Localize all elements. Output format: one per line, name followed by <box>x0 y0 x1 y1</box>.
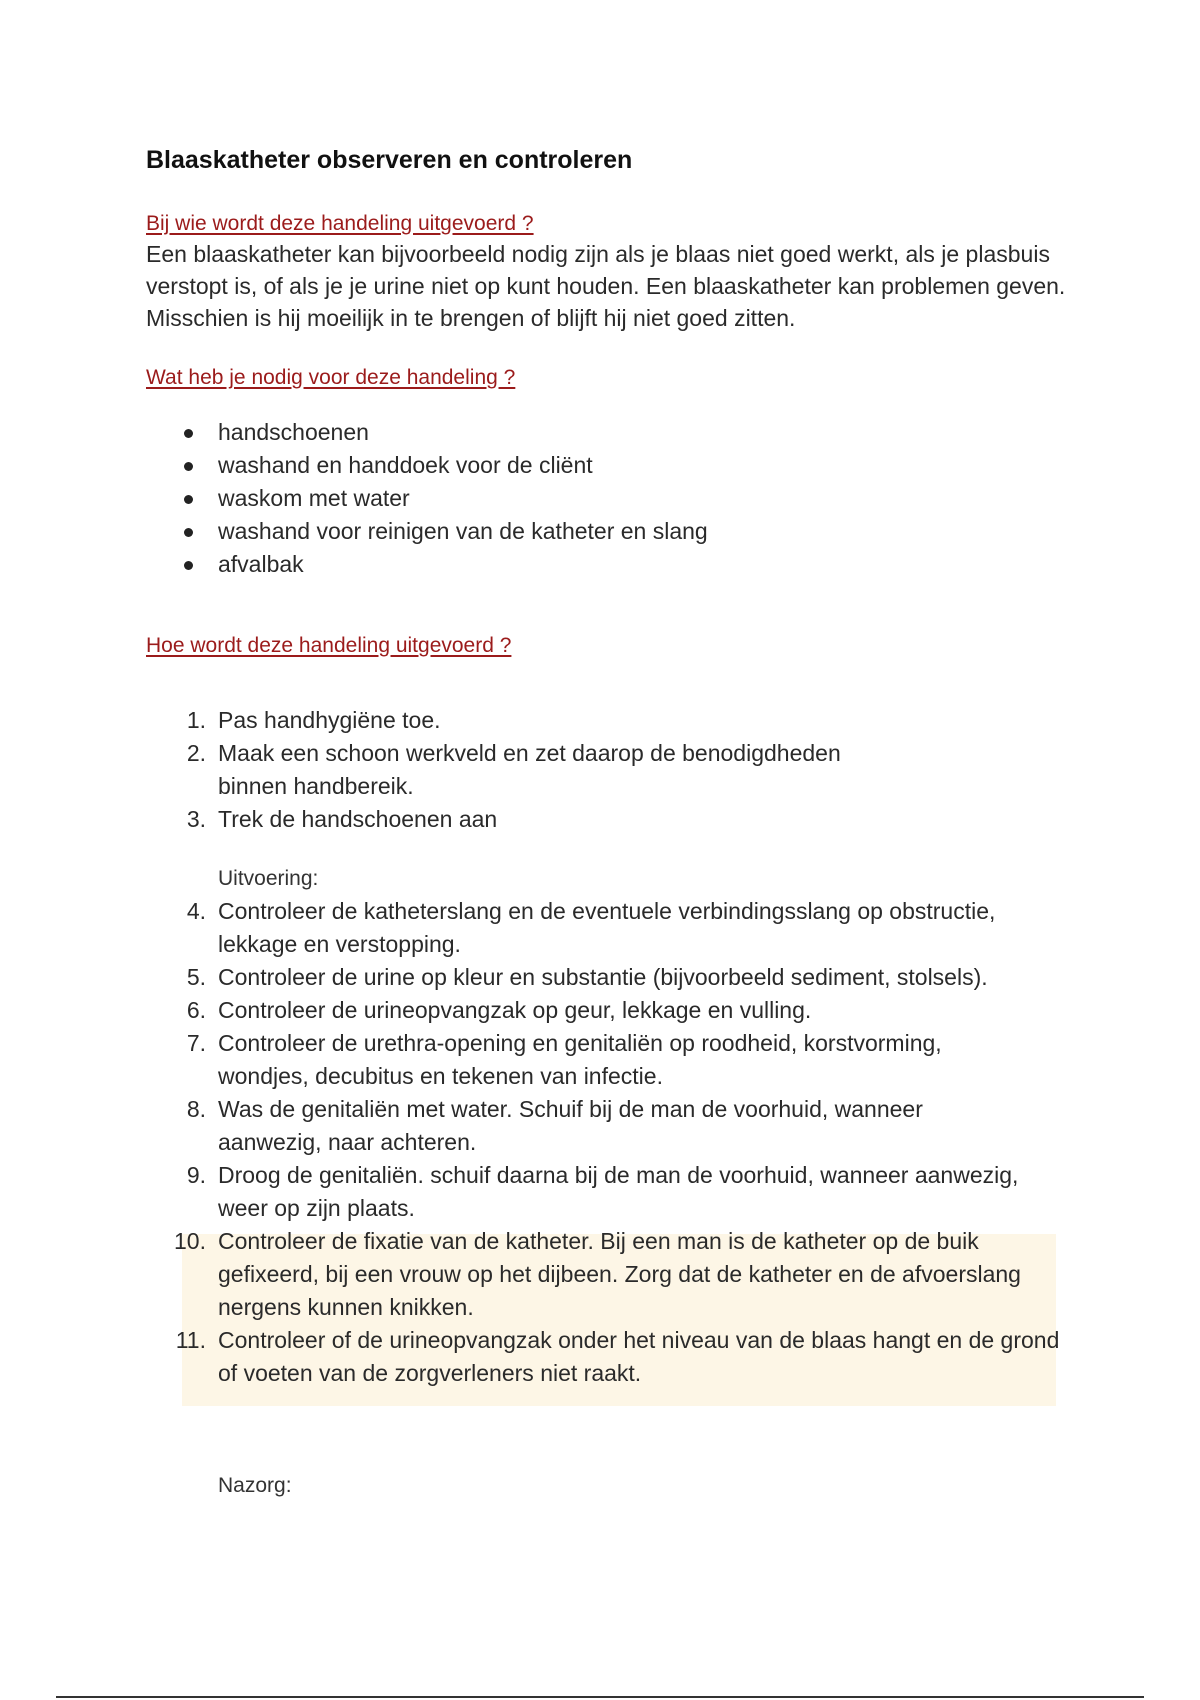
step-text: Pas handhygiëne toe. <box>218 707 441 733</box>
list-item <box>146 416 708 449</box>
step-text: Controleer de urineopvangzak op geur, lekkage en vulling. <box>218 997 812 1023</box>
page-bottom-divider <box>56 1696 1144 1698</box>
step-text: Controleer de fixatie van de katheter. Bij een man is de katheter op de buik gefixeerd, bij een vrouw op het dijbeen. Zorg dat de katheter en de afvoerslang nergens kunnen knikken. <box>218 1228 1021 1320</box>
step-number: 11. <box>175 1327 206 1353</box>
step-text: Controleer de urethra-opening en genitaliën op roodheid, korstvorming, wondjes, decubitus en tekenen van infectie. <box>218 1030 942 1089</box>
section-heading-supplies: Wat heb je nodig voor deze handeling ? <box>146 366 516 389</box>
supplies-list <box>146 416 708 581</box>
step-text: Maak een schoon werkveld en zet daarop de benodigdheden binnen handbereik. <box>218 740 841 799</box>
step-text: Controleer of de urineopvangzak onder het niveau van de blaas hangt en de grond of voeten van de zorgverleners niet raakt. <box>218 1327 1060 1386</box>
intro-paragraph: Een blaaskatheter kan bijvoorbeeld nodig zijn als je blaas niet goed werkt, als je plasbuis verstopt is, of als je je urine niet op kunt houden. Een blaaskatheter kan problemen geven. Misschien is hij moeilijk in te brengen of blijft hij niet goed zitten. <box>146 241 1066 331</box>
section-heading-who: Bij wie wordt deze handeling uitgevoerd ? <box>146 212 534 235</box>
section-heading-procedure: Hoe wordt deze handeling uitgevoerd ? <box>146 634 512 657</box>
step-number: 1. <box>186 707 206 733</box>
bullet-icon <box>184 561 193 570</box>
step-number: 2. <box>186 740 206 766</box>
list-item-text: afvalbak <box>218 551 304 577</box>
list-item-text: waskom met water <box>218 485 410 511</box>
step-item <box>146 961 1066 994</box>
list-item <box>146 515 708 548</box>
step-item <box>146 994 1066 1027</box>
list-item <box>146 548 708 581</box>
document-title: Blaaskatheter observeren en controleren <box>146 146 633 174</box>
step-item <box>146 704 1066 737</box>
step-number: 3. <box>186 806 206 832</box>
step-item <box>146 803 1066 836</box>
procedure-steps <box>146 704 1066 1390</box>
step-item <box>146 1159 1066 1225</box>
step-number: 5. <box>186 964 206 990</box>
bullet-icon <box>184 462 193 471</box>
step-item <box>146 1093 1066 1159</box>
list-item <box>146 482 708 515</box>
step-number: 4. <box>186 898 206 924</box>
step-number: 8. <box>186 1096 206 1122</box>
step-text: Controleer de urine op kleur en substantie (bijvoorbeeld sediment, stolsels). <box>218 964 988 990</box>
step-text: Trek de handschoenen aan <box>218 806 498 832</box>
step-text: Controleer de katheterslang en de eventuele verbindingsslang op obstructie, lekkage en verstopping. <box>218 898 996 957</box>
step-item <box>146 1027 1066 1093</box>
nazorg-label: Nazorg: <box>218 1474 292 1497</box>
list-item-text: washand en handdoek voor de cliënt <box>218 452 593 478</box>
step-number: 7. <box>186 1030 206 1056</box>
step-number: 9. <box>186 1162 206 1188</box>
list-item-text: washand voor reinigen van de katheter en slang <box>218 518 708 544</box>
list-item-text: handschoenen <box>218 419 369 445</box>
step-number: 6. <box>186 997 206 1023</box>
step-item <box>146 737 1066 803</box>
bullet-icon <box>184 429 193 438</box>
step-item <box>146 1324 1066 1390</box>
step-item <box>146 1225 1066 1324</box>
step-text: Was de genitaliën met water. Schuif bij de man de voorhuid, wanneer aanwezig, naar achteren. <box>218 1096 923 1155</box>
uitvoering-label: Uitvoering: <box>218 867 319 890</box>
bullet-icon <box>184 528 193 537</box>
list-item <box>146 449 708 482</box>
bullet-icon <box>184 495 193 504</box>
step-number: 10. <box>174 1228 206 1254</box>
step-text: Droog de genitaliën. schuif daarna bij de man de voorhuid, wanneer aanwezig, weer op zijn plaats. <box>218 1162 1019 1221</box>
step-item <box>146 895 1066 961</box>
